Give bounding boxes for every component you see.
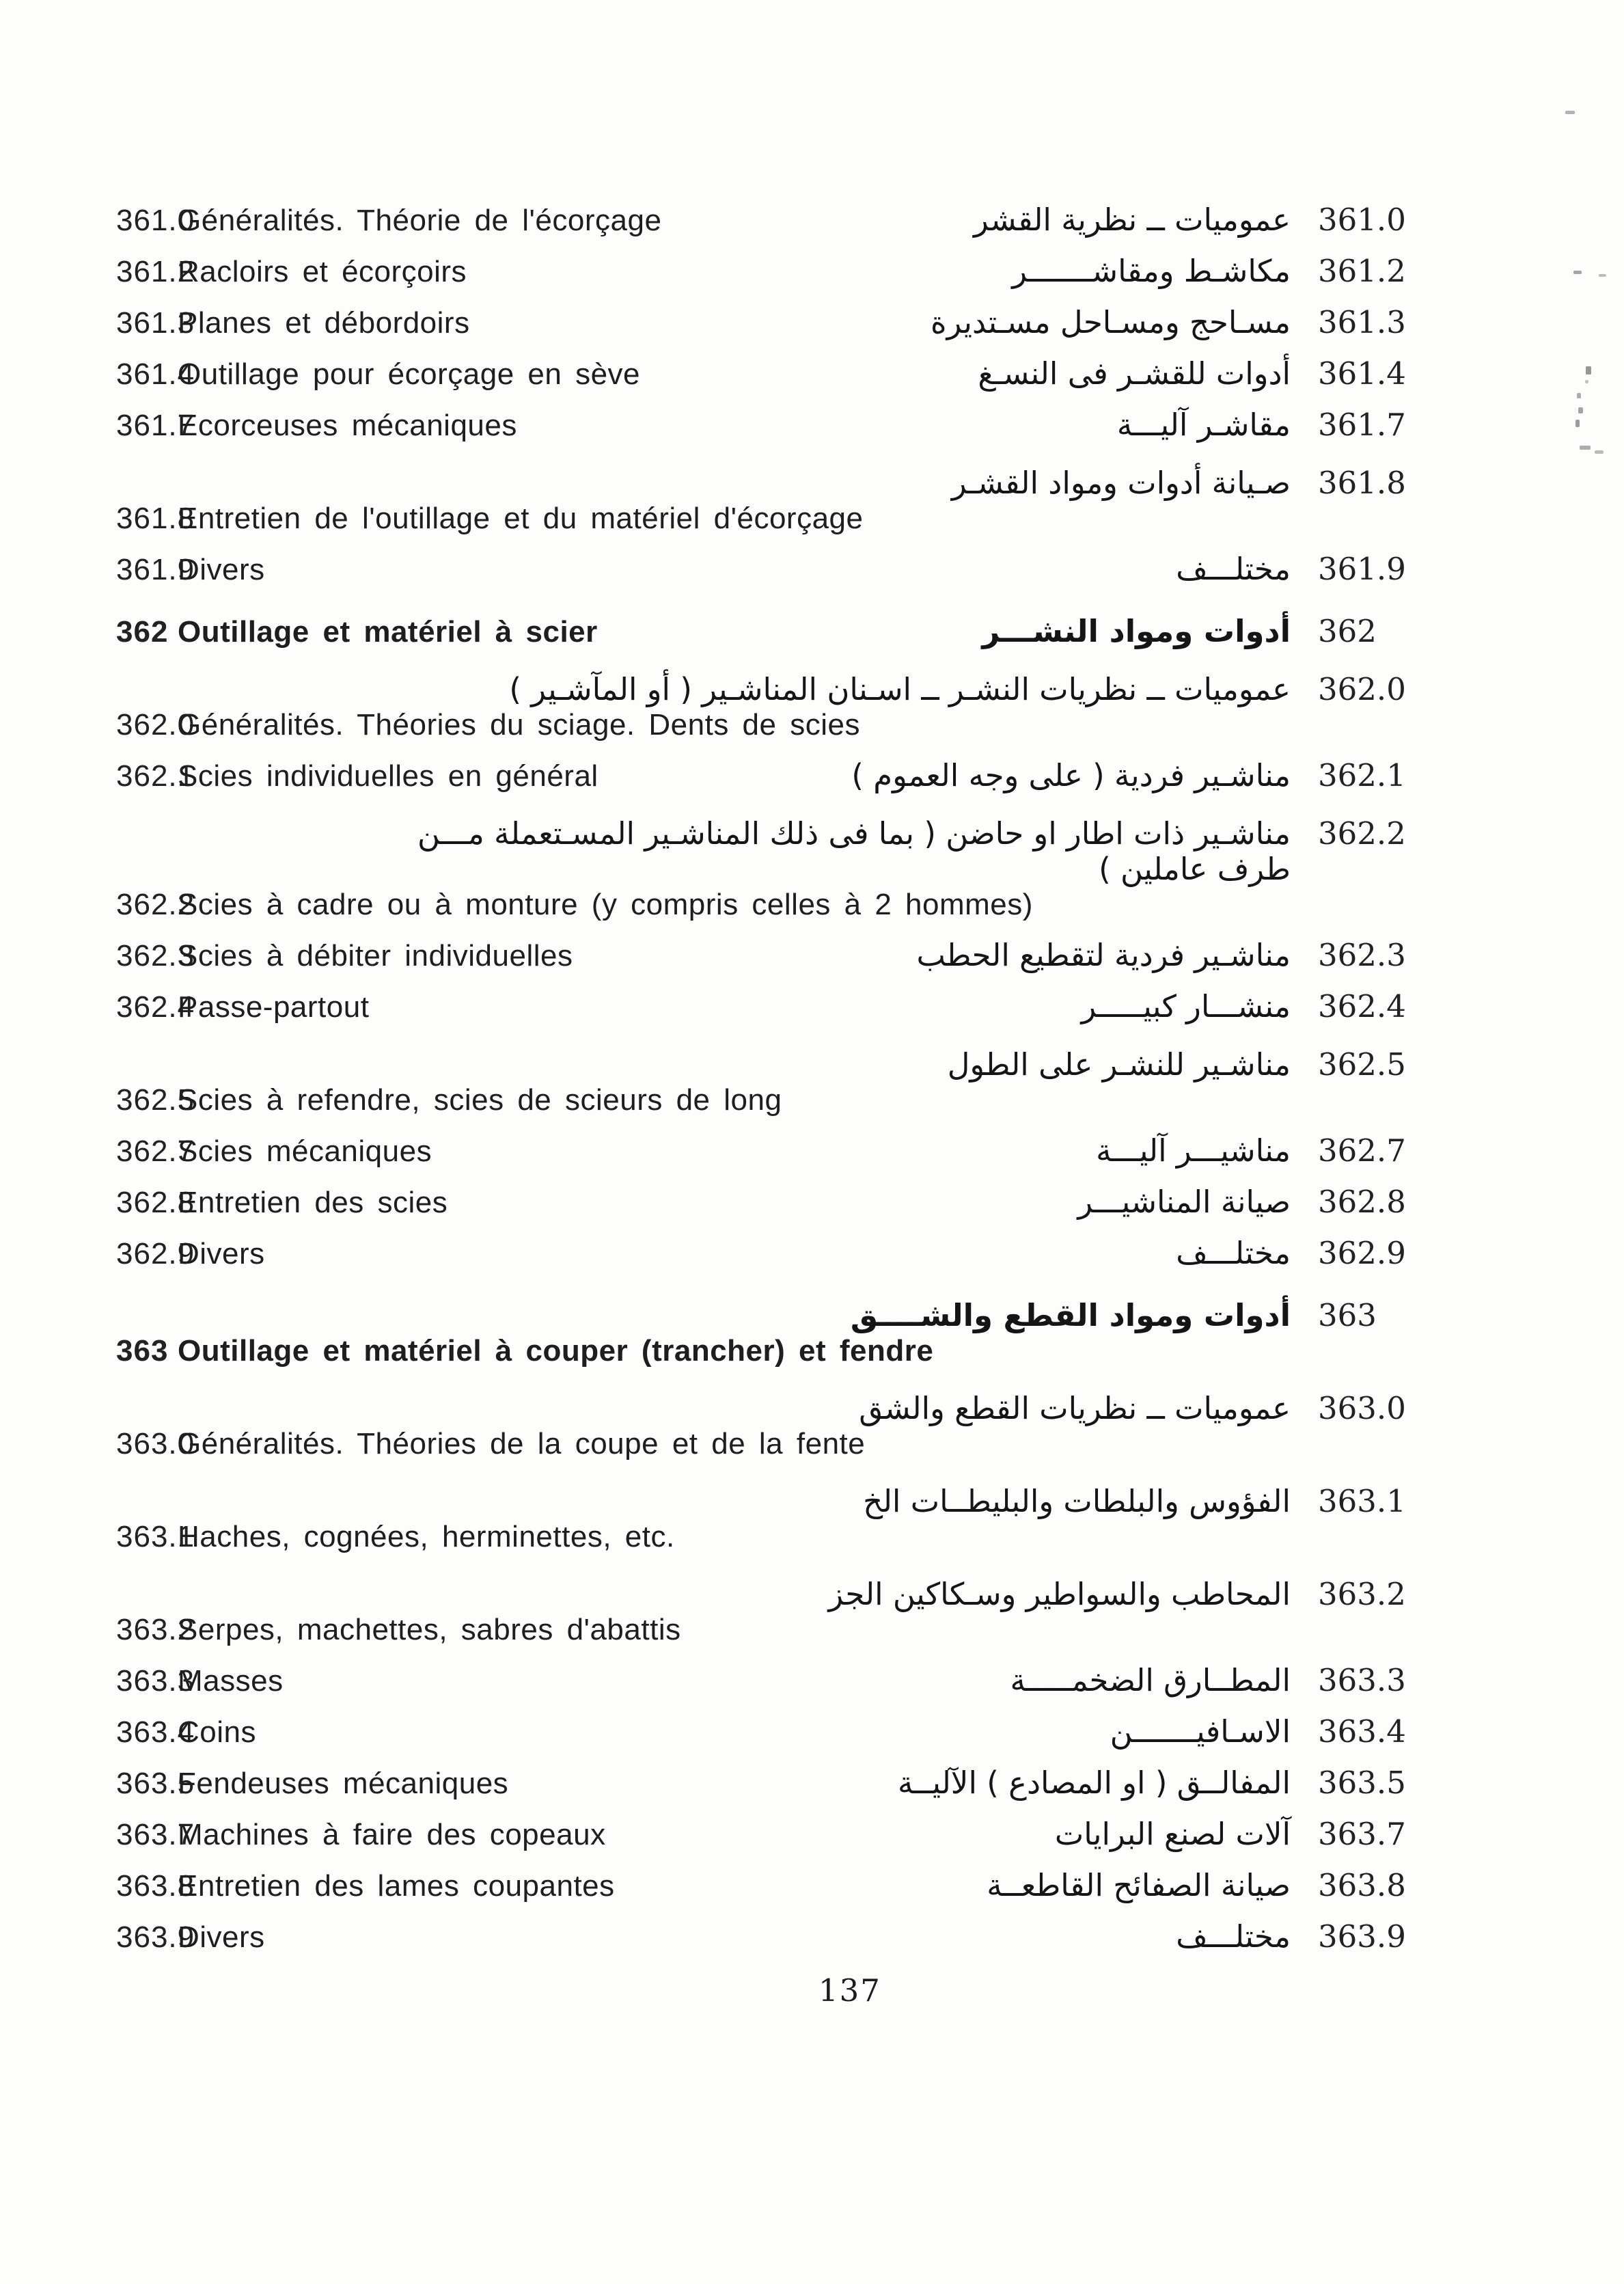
- entry-french-line: [116, 1426, 1399, 1462]
- entry-label-french: Scies individuelles en général: [178, 759, 598, 793]
- classification-entry: [116, 988, 1406, 1025]
- entry-code-right: 362.7: [1318, 1132, 1406, 1169]
- classification-entry: [116, 937, 1406, 974]
- entry-label-arabic: مناشـير فردية لتقطيع الحطب: [916, 937, 1291, 973]
- classification-entry: [116, 1483, 1406, 1555]
- entry-code-left: 361.8: [116, 502, 195, 535]
- entry-label-arabic: المفالــق ( او المصادع ) الآليــة: [898, 1765, 1291, 1801]
- classification-entry: [116, 551, 1406, 588]
- scan-artifact: [1599, 274, 1606, 277]
- entry-code-left: 363.8: [116, 1869, 195, 1903]
- classification-entry: [116, 671, 1406, 743]
- entry-code-left: 362.8: [116, 1186, 195, 1219]
- entry-code-left: 362.2: [116, 888, 195, 921]
- entry-label-arabic: أدوات للقشـر فى النسـغ: [978, 355, 1291, 392]
- entry-label-french: Entretien de l'outillage et du matériel d'écorçage: [178, 502, 864, 535]
- entry-code-left: 362.7: [116, 1134, 195, 1168]
- classification-entry: [116, 1390, 1406, 1462]
- entry-label-french: Planes et débordoirs: [178, 306, 470, 340]
- entry-code-left: 361.2: [116, 255, 195, 288]
- entry-label-french: Racloirs et écorçoirs: [178, 255, 467, 288]
- entry-label-french: Masses: [178, 1664, 284, 1698]
- entry-arabic-line: [116, 815, 1406, 852]
- classification-entry: [116, 1132, 1406, 1169]
- entry-code-left: 361.3: [116, 306, 195, 340]
- entry-code-left: 363.0: [116, 1427, 195, 1460]
- entry-code-left: 363.7: [116, 1818, 195, 1851]
- entry-code-right: 363: [1318, 1297, 1377, 1333]
- classification-entry: [116, 815, 1406, 923]
- entry-label-arabic: مقاشـر آليـــة: [1116, 407, 1291, 443]
- entry-code-right: 363.1: [1318, 1483, 1406, 1519]
- entry-code-right: 362.9: [1318, 1235, 1406, 1271]
- entry-label-french: Serpes, machettes, sabres d'abattis: [178, 1613, 681, 1646]
- scan-artifact: [1575, 420, 1580, 427]
- entry-label-arabic: مكاشـط ومقاشـــــــر: [1012, 253, 1291, 289]
- classification-entry: [116, 1184, 1406, 1221]
- entry-french-line: [116, 707, 1399, 743]
- entry-label-french: Outillage et matériel à couper (trancher) et fendre: [178, 1334, 934, 1368]
- classification-entry: [116, 1765, 1406, 1802]
- entry-code-left: 361.7: [116, 409, 195, 442]
- entry-code-left: 362.4: [116, 990, 195, 1024]
- classification-entry: [116, 253, 1406, 290]
- entry-code-right: 362.5: [1318, 1046, 1406, 1083]
- entry-code-right: 363.0: [1318, 1390, 1406, 1426]
- classification-entry: [116, 407, 1406, 444]
- entry-label-arabic: مناشـير فردية ( على وجه العموم ): [851, 757, 1291, 793]
- entry-code-left: 362.1: [116, 759, 195, 793]
- entry-label-french: Entretien des lames coupantes: [178, 1869, 615, 1903]
- entry-label-arabic: مناشـير للنشـر على الطول: [947, 1046, 1291, 1083]
- entry-french-line: [116, 501, 1399, 536]
- entry-code-right: 362.2: [1318, 815, 1406, 852]
- entry-label-french: Divers: [178, 553, 265, 586]
- entry-label-arabic: الاسـافيـــــــن: [1110, 1713, 1291, 1750]
- classification-entry: [116, 465, 1406, 536]
- entry-code-left: 363.3: [116, 1664, 195, 1698]
- scan-artifact: [1595, 450, 1604, 454]
- classification-entry: [116, 614, 1399, 650]
- entry-arabic-continuation-line: [116, 852, 1399, 887]
- entry-label-french: Ecorceuses mécaniques: [178, 409, 517, 442]
- entry-label-french: Outillage pour écorçage en sève: [178, 357, 641, 391]
- entry-label-arabic: عموميات ــ نظرية القشر: [973, 202, 1291, 238]
- entry-code-left: 362.5: [116, 1083, 195, 1117]
- entry-label-french: Scies à débiter individuelles: [178, 939, 573, 973]
- entry-label-arabic: المحاطب والسواطير وسـكاكين الجز: [828, 1576, 1291, 1612]
- entry-label-arabic: مسـاحج ومسـاحل مسـتديرة: [931, 304, 1291, 340]
- entry-french-line: [116, 1333, 1399, 1369]
- entry-code-right: 361.3: [1318, 304, 1406, 340]
- entry-code-left: 361.4: [116, 357, 195, 391]
- entry-code-right: 362.4: [1318, 988, 1406, 1024]
- entry-label-arabic: صـيانة أدوات ومواد القشـر: [951, 465, 1291, 501]
- classification-entry: [116, 1867, 1406, 1904]
- entry-label-arabic: أدوات ومواد النشـــر: [982, 613, 1291, 649]
- entry-label-french: Généralités. Théorie de l'écorçage: [178, 204, 662, 237]
- entry-arabic-line: [116, 1390, 1406, 1426]
- classification-entry: [116, 1713, 1406, 1750]
- entry-code-left: 363.2: [116, 1613, 195, 1646]
- classification-entry: [116, 1918, 1406, 1955]
- entry-label-french: Passe-partout: [178, 990, 370, 1024]
- entry-label-french: Haches, cognées, herminettes, etc.: [178, 1520, 675, 1553]
- entry-french-line: [116, 1612, 1399, 1648]
- entry-code-right: 361.4: [1318, 355, 1406, 392]
- scan-artifact: [1573, 271, 1582, 274]
- entry-code-left: 363.5: [116, 1767, 195, 1800]
- entry-label-arabic: منشـــار كبيـــــر: [1081, 988, 1291, 1024]
- entry-label-arabic: مختلـــف: [1176, 1235, 1291, 1271]
- scan-artifact: [1586, 366, 1591, 375]
- entry-label-french: Généralités. Théories de la coupe et de la fente: [178, 1427, 866, 1460]
- entry-code-left: 361.0: [116, 204, 195, 237]
- entry-code-right: 361.2: [1318, 253, 1406, 289]
- entry-label-arabic: صيانة الصفائح القاطعــة: [987, 1867, 1291, 1903]
- entry-label-french: Fendeuses mécaniques: [178, 1767, 509, 1800]
- entry-code-right: 361.9: [1318, 551, 1406, 587]
- classification-index-list: [116, 202, 1406, 1970]
- entry-label-french: Généralités. Théories du sciage. Dents de scies: [178, 708, 860, 742]
- entry-label-french: Divers: [178, 1920, 265, 1954]
- entry-code-right: 362: [1318, 613, 1377, 649]
- entry-label-french: Scies à cadre ou à monture (y compris celles à 2 hommes): [178, 888, 1033, 921]
- entry-french-line: [116, 1083, 1399, 1118]
- scan-artifact: [1577, 393, 1581, 398]
- entry-label-french: Scies mécaniques: [178, 1134, 432, 1168]
- entry-french-line: [116, 887, 1399, 923]
- entry-label-arabic: صيانة المناشيـــر: [1077, 1184, 1291, 1220]
- entry-label-french: Machines à faire des copeaux: [178, 1818, 606, 1851]
- entry-code-left: 362.0: [116, 708, 195, 742]
- classification-entry: [116, 355, 1406, 392]
- entry-arabic-line: [116, 1483, 1406, 1519]
- entry-arabic-line: [116, 671, 1406, 707]
- entry-arabic-line: [116, 1298, 1399, 1333]
- entry-code-left: 362: [116, 615, 169, 649]
- entry-french-line: [116, 1519, 1399, 1555]
- entry-code-right: 363.3: [1318, 1662, 1406, 1698]
- scan-artifact: [1585, 380, 1588, 383]
- entry-label-french: Outillage et matériel à scier: [178, 615, 598, 649]
- entry-code-left: 363: [116, 1334, 169, 1368]
- entry-code-right: 363.5: [1318, 1765, 1406, 1801]
- entry-label-french: Entretien des scies: [178, 1186, 448, 1219]
- entry-label-french: Divers: [178, 1237, 265, 1270]
- entry-code-left: 363.9: [116, 1920, 195, 1954]
- entry-code-right: 363.8: [1318, 1867, 1406, 1903]
- entry-code-left: 362.3: [116, 939, 195, 973]
- entry-label-arabic: الفؤوس والبلطات والبليطــات الخ: [863, 1483, 1291, 1519]
- classification-entry: [116, 1046, 1406, 1118]
- entry-label-arabic: مختلـــف: [1176, 1918, 1291, 1955]
- classification-entry: [116, 1576, 1406, 1648]
- entry-code-left: 363.1: [116, 1520, 195, 1553]
- entry-arabic-line: [116, 1576, 1406, 1612]
- entry-code-right: 362.0: [1318, 671, 1406, 707]
- entry-code-left: 361.9: [116, 553, 195, 586]
- entry-code-left: 363.4: [116, 1715, 195, 1749]
- classification-entry: [116, 304, 1406, 341]
- entry-label-arabic: آلات لصنع البرايات: [1054, 1816, 1291, 1852]
- entry-label-arabic: عموميات ــ نظريات النشـر ــ اسـنان المناشـير ( أو المآشـير ): [509, 671, 1291, 707]
- entry-code-right: 363.9: [1318, 1918, 1406, 1955]
- entry-code-right: 361.0: [1318, 202, 1406, 238]
- entry-code-left: 362.9: [116, 1237, 195, 1270]
- entry-label-arabic-continuation: طرف عاملين ): [1099, 851, 1291, 887]
- classification-entry: [116, 1816, 1406, 1853]
- entry-arabic-line: [116, 1046, 1406, 1083]
- entry-label-arabic: مناشـير ذات اطار او حاضن ( بما فى ذلك المناشـير المسـتعملة مـــن: [417, 815, 1291, 852]
- entry-code-right: 362.1: [1318, 757, 1406, 793]
- entry-label-arabic: عموميات ــ نظريات القطع والشق: [859, 1390, 1291, 1426]
- entry-code-right: 361.8: [1318, 465, 1406, 501]
- entry-label-arabic: أدوات ومواد القطع والشــــق: [850, 1297, 1291, 1333]
- scan-artifact: [1578, 407, 1583, 413]
- scan-artifact: [1580, 446, 1591, 450]
- entry-label-french: Coins: [178, 1715, 256, 1749]
- entry-label-french: Scies à refendre, scies de scieurs de long: [178, 1083, 782, 1117]
- entry-label-arabic: مناشيـــر آليـــة: [1096, 1132, 1291, 1169]
- scan-artifact: [1565, 111, 1575, 114]
- entry-code-right: 363.2: [1318, 1576, 1406, 1612]
- classification-entry: [116, 757, 1406, 794]
- classification-entry: [116, 1235, 1406, 1272]
- classification-entry: [116, 1662, 1406, 1699]
- entry-label-arabic: مختلـــف: [1176, 551, 1291, 587]
- entry-code-right: 361.7: [1318, 407, 1406, 443]
- entry-label-arabic: المطــارق الضخمـــــة: [1010, 1662, 1291, 1698]
- entry-code-right: 362.3: [1318, 937, 1406, 973]
- classification-entry: [116, 1298, 1399, 1369]
- entry-arabic-line: [116, 465, 1406, 501]
- classification-entry: [116, 202, 1406, 239]
- entry-code-right: 363.4: [1318, 1713, 1406, 1750]
- page-number: 137: [818, 1972, 881, 2009]
- entry-code-right: 362.8: [1318, 1184, 1406, 1220]
- entry-code-right: 363.7: [1318, 1816, 1406, 1852]
